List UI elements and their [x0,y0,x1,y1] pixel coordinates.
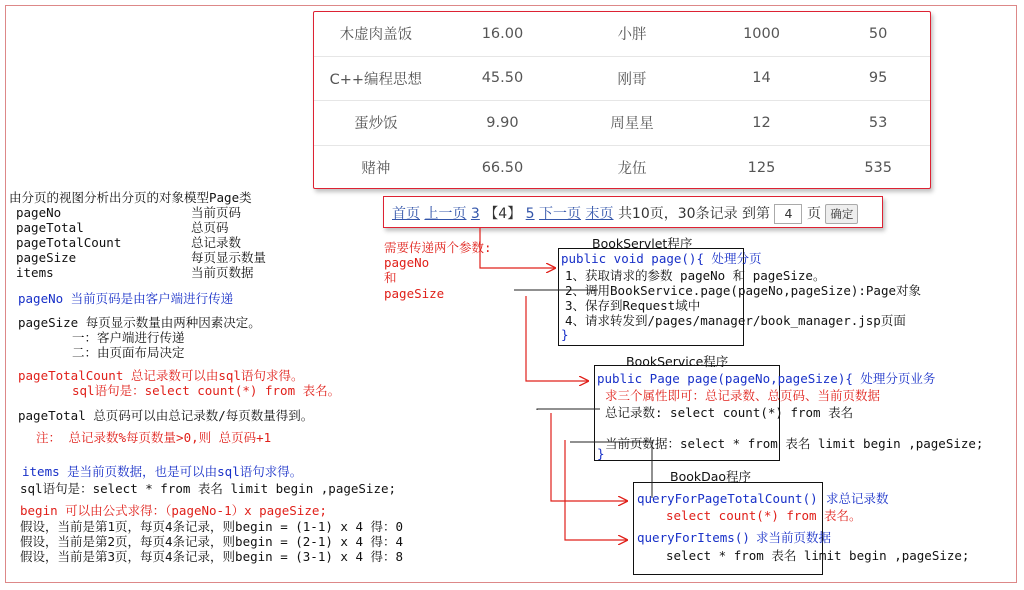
table-cell: 龙伍 [617,161,647,178]
page-field-desc: 每页显示数量 [191,250,267,265]
dao-method-count: queryForPageTotalCount() [637,491,818,506]
page-field-name: pageTotal [16,220,84,235]
param-pagesize: pageSize [384,286,445,301]
pagetotalcount-note: pageTotalCount 总记录数可以由sql语句求得。 [18,368,304,383]
service-close-brace: } [597,446,605,461]
pager-page-5-link[interactable]: 5 [525,206,535,222]
servlet-title: BookServlet程序 [592,236,693,251]
arrow-service-to-dao-count [551,413,627,501]
table-cell: 95 [826,56,930,101]
dao-method-items: queryForItems() [637,530,750,545]
begin-example-3: 假设，当前是第3页，每页4条记录，则begin = (3-1) x 4 得：8 [20,549,404,564]
pager-current-page: 【4】 [484,206,522,222]
table-cell: 木虚肉盖饭 [314,12,438,56]
page-field-name: pageNo [16,205,62,220]
pagesize-factor-1: 一：客户端进行传递 [72,330,185,345]
pager-last-link[interactable]: 末页 [585,206,614,222]
table-cell: 50 [826,12,930,56]
pagesize-factor-2: 二：由页面布局决定 [72,345,185,360]
servlet-signature: public void page(){ 处理分页 [561,251,762,266]
pager-page-input[interactable]: 4 [774,204,802,224]
table-cell: 赌神 [361,161,391,178]
service-title: BookService程序 [626,354,729,369]
pagetotalcount-sql: sql语句是：select count(*) from 表名。 [72,383,341,398]
arrow-pager-to-servlet [480,228,555,268]
servlet-step-4: 4、请求转发到/pages/manager/book_manager.jsp页面 [565,313,906,328]
table-cell: 14 [697,56,827,101]
page-field-name: items [16,265,54,280]
dao-method-items-desc: 求当前页数据 [756,530,832,545]
pagetotal-attention: 注： 总记录数%每页数量>0,则 总页码+1 [36,430,272,445]
pagesize-note: pageSize 每页显示数量由两种因素决定。 [18,315,261,330]
table-cell: C++编程思想 [314,56,438,101]
table-cell: 小胖 [567,12,696,56]
items-note: items 是当前页数据，也是可以由sql语句求得。 [22,464,303,479]
pager-confirm-button[interactable]: 确定 [825,204,858,224]
service-line-count: 总记录数: select count(*) from 表名 [605,405,854,420]
arrow-servlet-to-service [526,296,588,381]
service-signature: public Page page(pageNo,pageSize){ 处理分页业务 [597,371,936,386]
table-cell: 125 [747,159,776,176]
page-field-desc: 总记录数 [191,235,242,250]
pager-page-suffix: 页 [806,206,821,222]
dao-method-count-desc: 求总记录数 [826,491,889,506]
table-cell: 刚哥 [567,56,696,101]
page-class-title: 由分页的视图分析出分页的对象模型Page类 [9,190,252,205]
pager-next-link[interactable]: 下一页 [539,206,582,222]
table-cell: 周星星 [567,101,696,146]
servlet-step-2: 2、调用BookService.page(pageNo,pageSize):Page对象 [565,283,921,298]
connector-service-to-servlet [537,409,600,410]
param-pageno: pageNo [384,255,430,270]
table-cell: 16.00 [438,12,568,56]
page-field-desc: 当前页码 [191,205,242,220]
service-description: 求三个属性即可：总记录数、总页码、当前页数据 [605,388,881,403]
begin-note: begin 可以由公式求得：（pageNo-1）x pageSize; [20,503,327,518]
pager-page-3-link[interactable]: 3 [470,206,480,222]
pager-prev-link[interactable]: 上一页 [424,206,467,222]
page-field-name: pageTotalCount [16,235,122,250]
servlet-close-brace: } [561,327,569,342]
dao-title: BookDao程序 [670,469,752,484]
table-cell: 53 [826,101,930,146]
pagetotal-note: pageTotal 总页码可以由总记录数/每页数量得到。 [18,408,314,423]
connector-dao-count-return [570,442,652,498]
param-and: 和 [384,270,397,285]
table-cell: 535 [864,159,892,176]
table-cell: 45.50 [438,56,568,101]
page-field-desc: 当前页数据 [191,265,254,280]
pager-first-link[interactable]: 首页 [392,206,420,222]
page-field-desc: 总页码 [191,220,229,235]
dao-method-count-sql: select count(*) from 表名。 [666,508,862,523]
table-cell: 66.50 [481,159,524,176]
dao-method-items-sql: select * from 表名 limit begin ,pageSize; [666,548,970,563]
begin-example-1: 假设，当前是第1页，每页4条记录，则begin = (1-1) x 4 得：0 [20,519,404,534]
table-cell: 1000 [697,12,827,56]
servlet-step-1: 1、获取请求的参数 pageNo 和 pageSize。 [565,268,826,283]
pageno-note: pageNo 当前页码是由客户端进行传递 [18,291,234,306]
table-cell: 蛋炒饭 [314,101,438,146]
begin-example-2: 假设，当前是第2页，每页4条记录，则begin = (2-1) x 4 得：4 [20,534,404,549]
servlet-step-3: 3、保存到Request域中 [565,298,701,313]
pager-summary: 共10页，30条记录 到第 [617,206,771,222]
table-cell: 12 [697,101,827,146]
page-field-name: pageSize [16,250,77,265]
service-line-items: 当前页数据：select * from 表名 limit begin ,pageSize; [605,436,984,451]
arrow-service-to-dao-items [565,440,627,540]
table-cell: 9.90 [438,101,568,146]
params-title: 需要传递两个参数: [384,240,492,255]
items-sql: sql语句是：select * from 表名 limit begin ,pageSize; [20,481,397,496]
